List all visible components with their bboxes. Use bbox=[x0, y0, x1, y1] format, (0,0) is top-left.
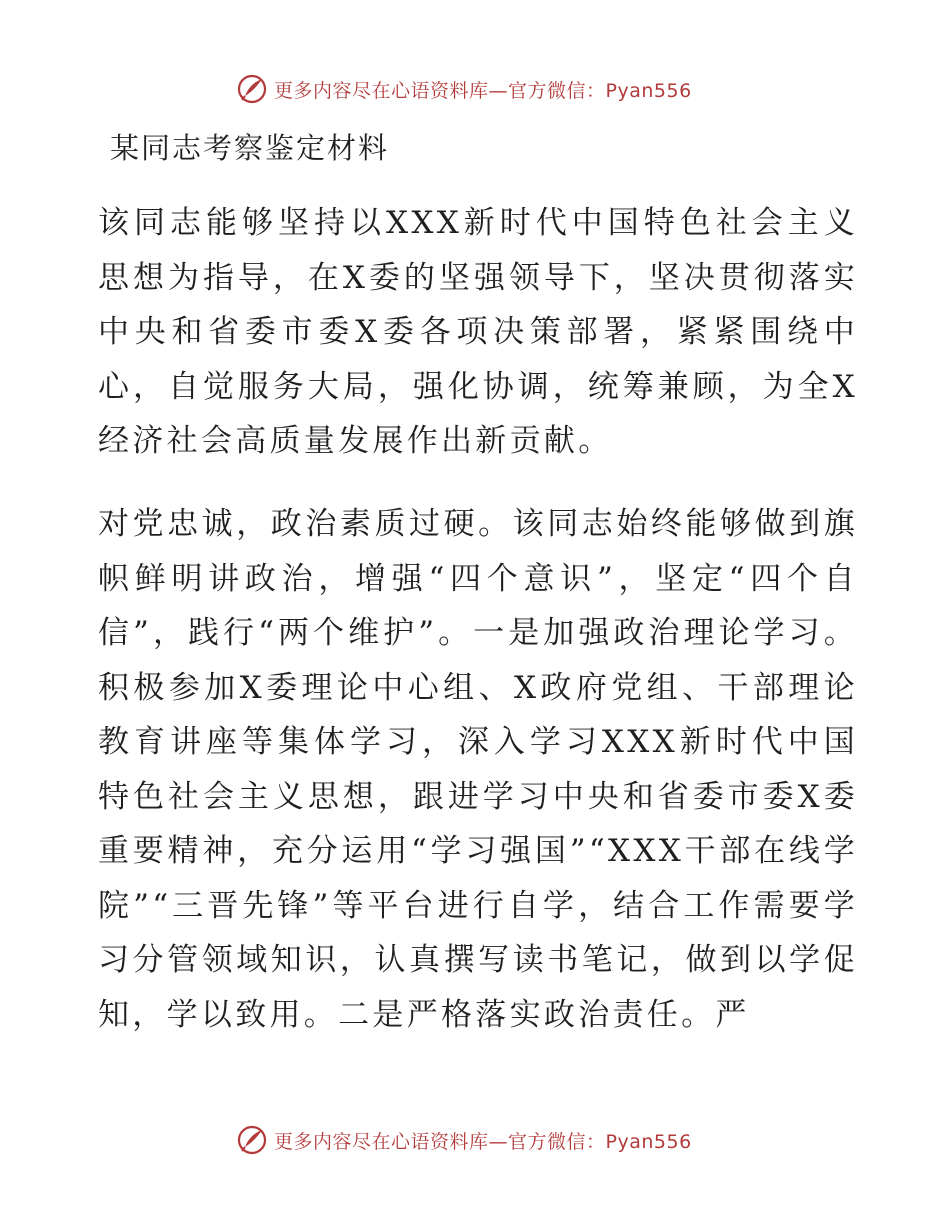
paragraph-1: 该同志能够坚持以XXX新时代中国特色社会主义思想为指导，在X委的坚强领导下，坚决贯彻落实中央和省委市委X委各项决策部署，紧紧围绕中心，自觉服务大局，强化协调，统筹兼顾，为全X经济社会高质量发展作出新贡献。 bbox=[98, 205, 858, 459]
feather-logo-icon bbox=[236, 73, 268, 105]
header-banner-text: 更多内容尽在心语资料库—官方微信：Pyan556 bbox=[274, 79, 692, 102]
feather-logo-icon bbox=[236, 1124, 268, 1156]
footer-banner bbox=[236, 1123, 692, 1157]
header-banner bbox=[236, 72, 692, 106]
footer-banner-text: 更多内容尽在心语资料库—官方微信：Pyan556 bbox=[274, 1130, 692, 1153]
document-title: 某同志考察鉴定材料 bbox=[110, 131, 390, 165]
paragraph-2: 对党忠诚，政治素质过硬。该同志始终能够做到旗帜鲜明讲政治，增强“四个意识”，坚定“四个自信”，践行“两个维护”。一是加强政治理论学习。积极参加X委理论中心组、X政府党组、干部理论教育讲座等集体学习，深入学习XXX新时代中国特色社会主义思想，跟进学习中央和省委市委X委重要精神，充分运用“学习强国”“XXX干部在线学院”“三晋先锋”等平台进行自学，结合工作需要学习分管领域知识，认真撰写读书笔记，做到以学促知，学以致用。二是严格落实政治责任。严 bbox=[98, 506, 858, 1033]
